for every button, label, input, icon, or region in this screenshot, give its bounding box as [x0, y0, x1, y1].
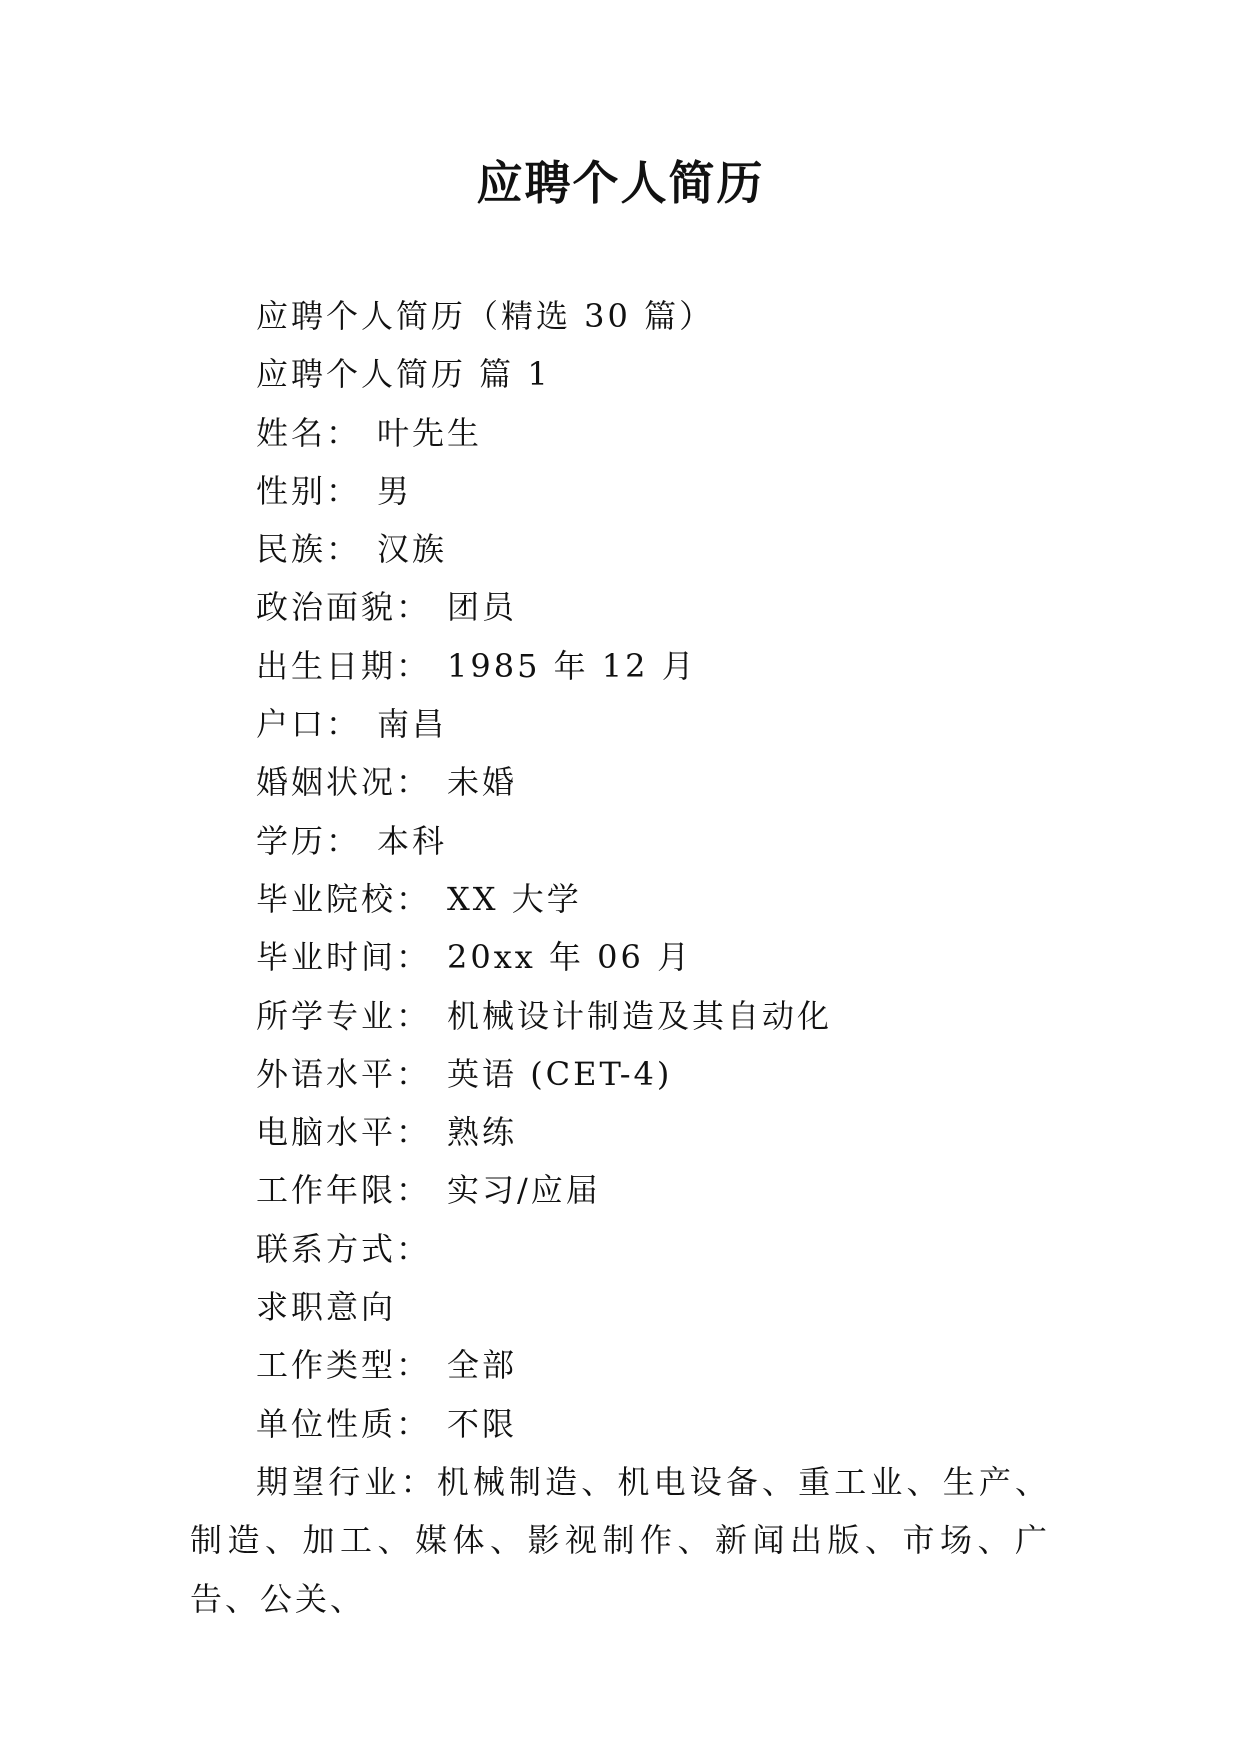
- section-heading: 求职意向: [256, 1288, 397, 1327]
- field-label: 政治面貌：: [256, 588, 432, 627]
- field-row: [190, 870, 1050, 928]
- document-title: 应聘个人简历: [476, 156, 765, 210]
- field-row: [190, 1103, 1050, 1161]
- field-row: [190, 753, 1050, 811]
- field-value: XX 大学: [447, 879, 582, 918]
- field-row: [190, 1045, 1050, 1103]
- field-value: 南昌: [377, 705, 448, 744]
- field-label: 户口：: [256, 705, 362, 744]
- intro-line: 应聘个人简历（精选 30 篇）: [256, 297, 715, 335]
- field-label: 性别：: [256, 471, 362, 510]
- field-label: 姓名：: [256, 413, 362, 452]
- field-value: 汉族: [377, 530, 448, 569]
- field-value: 实习/应届: [447, 1171, 601, 1210]
- field-row: [190, 578, 1050, 636]
- field-row: [190, 462, 1050, 520]
- field-row: [190, 987, 1050, 1045]
- field-label: 电脑水平：: [256, 1113, 432, 1152]
- field-row: [190, 520, 1050, 578]
- field-label: 期望行业：: [256, 1462, 437, 1501]
- field-label: 所学专业：: [256, 996, 432, 1035]
- field-label: 民族：: [256, 530, 362, 569]
- field-label: 毕业院校：: [256, 879, 432, 918]
- field-label: 出生日期：: [256, 646, 432, 685]
- field-label: 婚姻状况：: [256, 763, 432, 802]
- field-value: 1985 年 12 月: [447, 646, 697, 685]
- field-label: 学历：: [256, 821, 362, 860]
- field-row: [190, 928, 1050, 986]
- field-row: [190, 1161, 1050, 1219]
- field-label: 工作年限：: [256, 1171, 432, 1210]
- field-value: 熟练: [447, 1113, 518, 1152]
- field-value: 叶先生: [377, 413, 483, 452]
- intro-line: 应聘个人简历 篇 1: [256, 355, 551, 394]
- field-value: 20xx 年 06 月: [447, 938, 693, 977]
- field-value: 机械设计制造及其自动化: [447, 996, 833, 1035]
- field-value: 团员: [447, 588, 518, 627]
- field-value: 未婚: [447, 763, 518, 802]
- field-label: 外语水平：: [256, 1054, 432, 1093]
- field-value: 不限: [447, 1404, 518, 1443]
- field-value: 英语 (CET-4): [447, 1054, 673, 1093]
- document-body: [190, 287, 1050, 1628]
- field-label: 工作类型：: [256, 1346, 432, 1385]
- field-value: 本科: [377, 821, 448, 860]
- field-label: 毕业时间：: [256, 938, 432, 977]
- field-row: [190, 1220, 1050, 1278]
- field-value: 全部: [447, 1346, 518, 1385]
- field-row: [190, 1336, 1050, 1394]
- expected-industry-paragraph: [190, 1453, 1050, 1628]
- field-row: [190, 695, 1050, 753]
- field-label: 联系方式：: [256, 1229, 432, 1268]
- field-row: [190, 404, 1050, 462]
- field-row: [190, 1395, 1050, 1453]
- field-row: [190, 637, 1050, 695]
- field-label: 单位性质：: [256, 1404, 432, 1443]
- field-row: [190, 812, 1050, 870]
- field-value: 机械制造、机电设备、重工业、生产、制造、加工、媒体、影视制作、新闻出版、市场、广告、公关、: [190, 1462, 1050, 1618]
- field-value: 男: [377, 471, 413, 510]
